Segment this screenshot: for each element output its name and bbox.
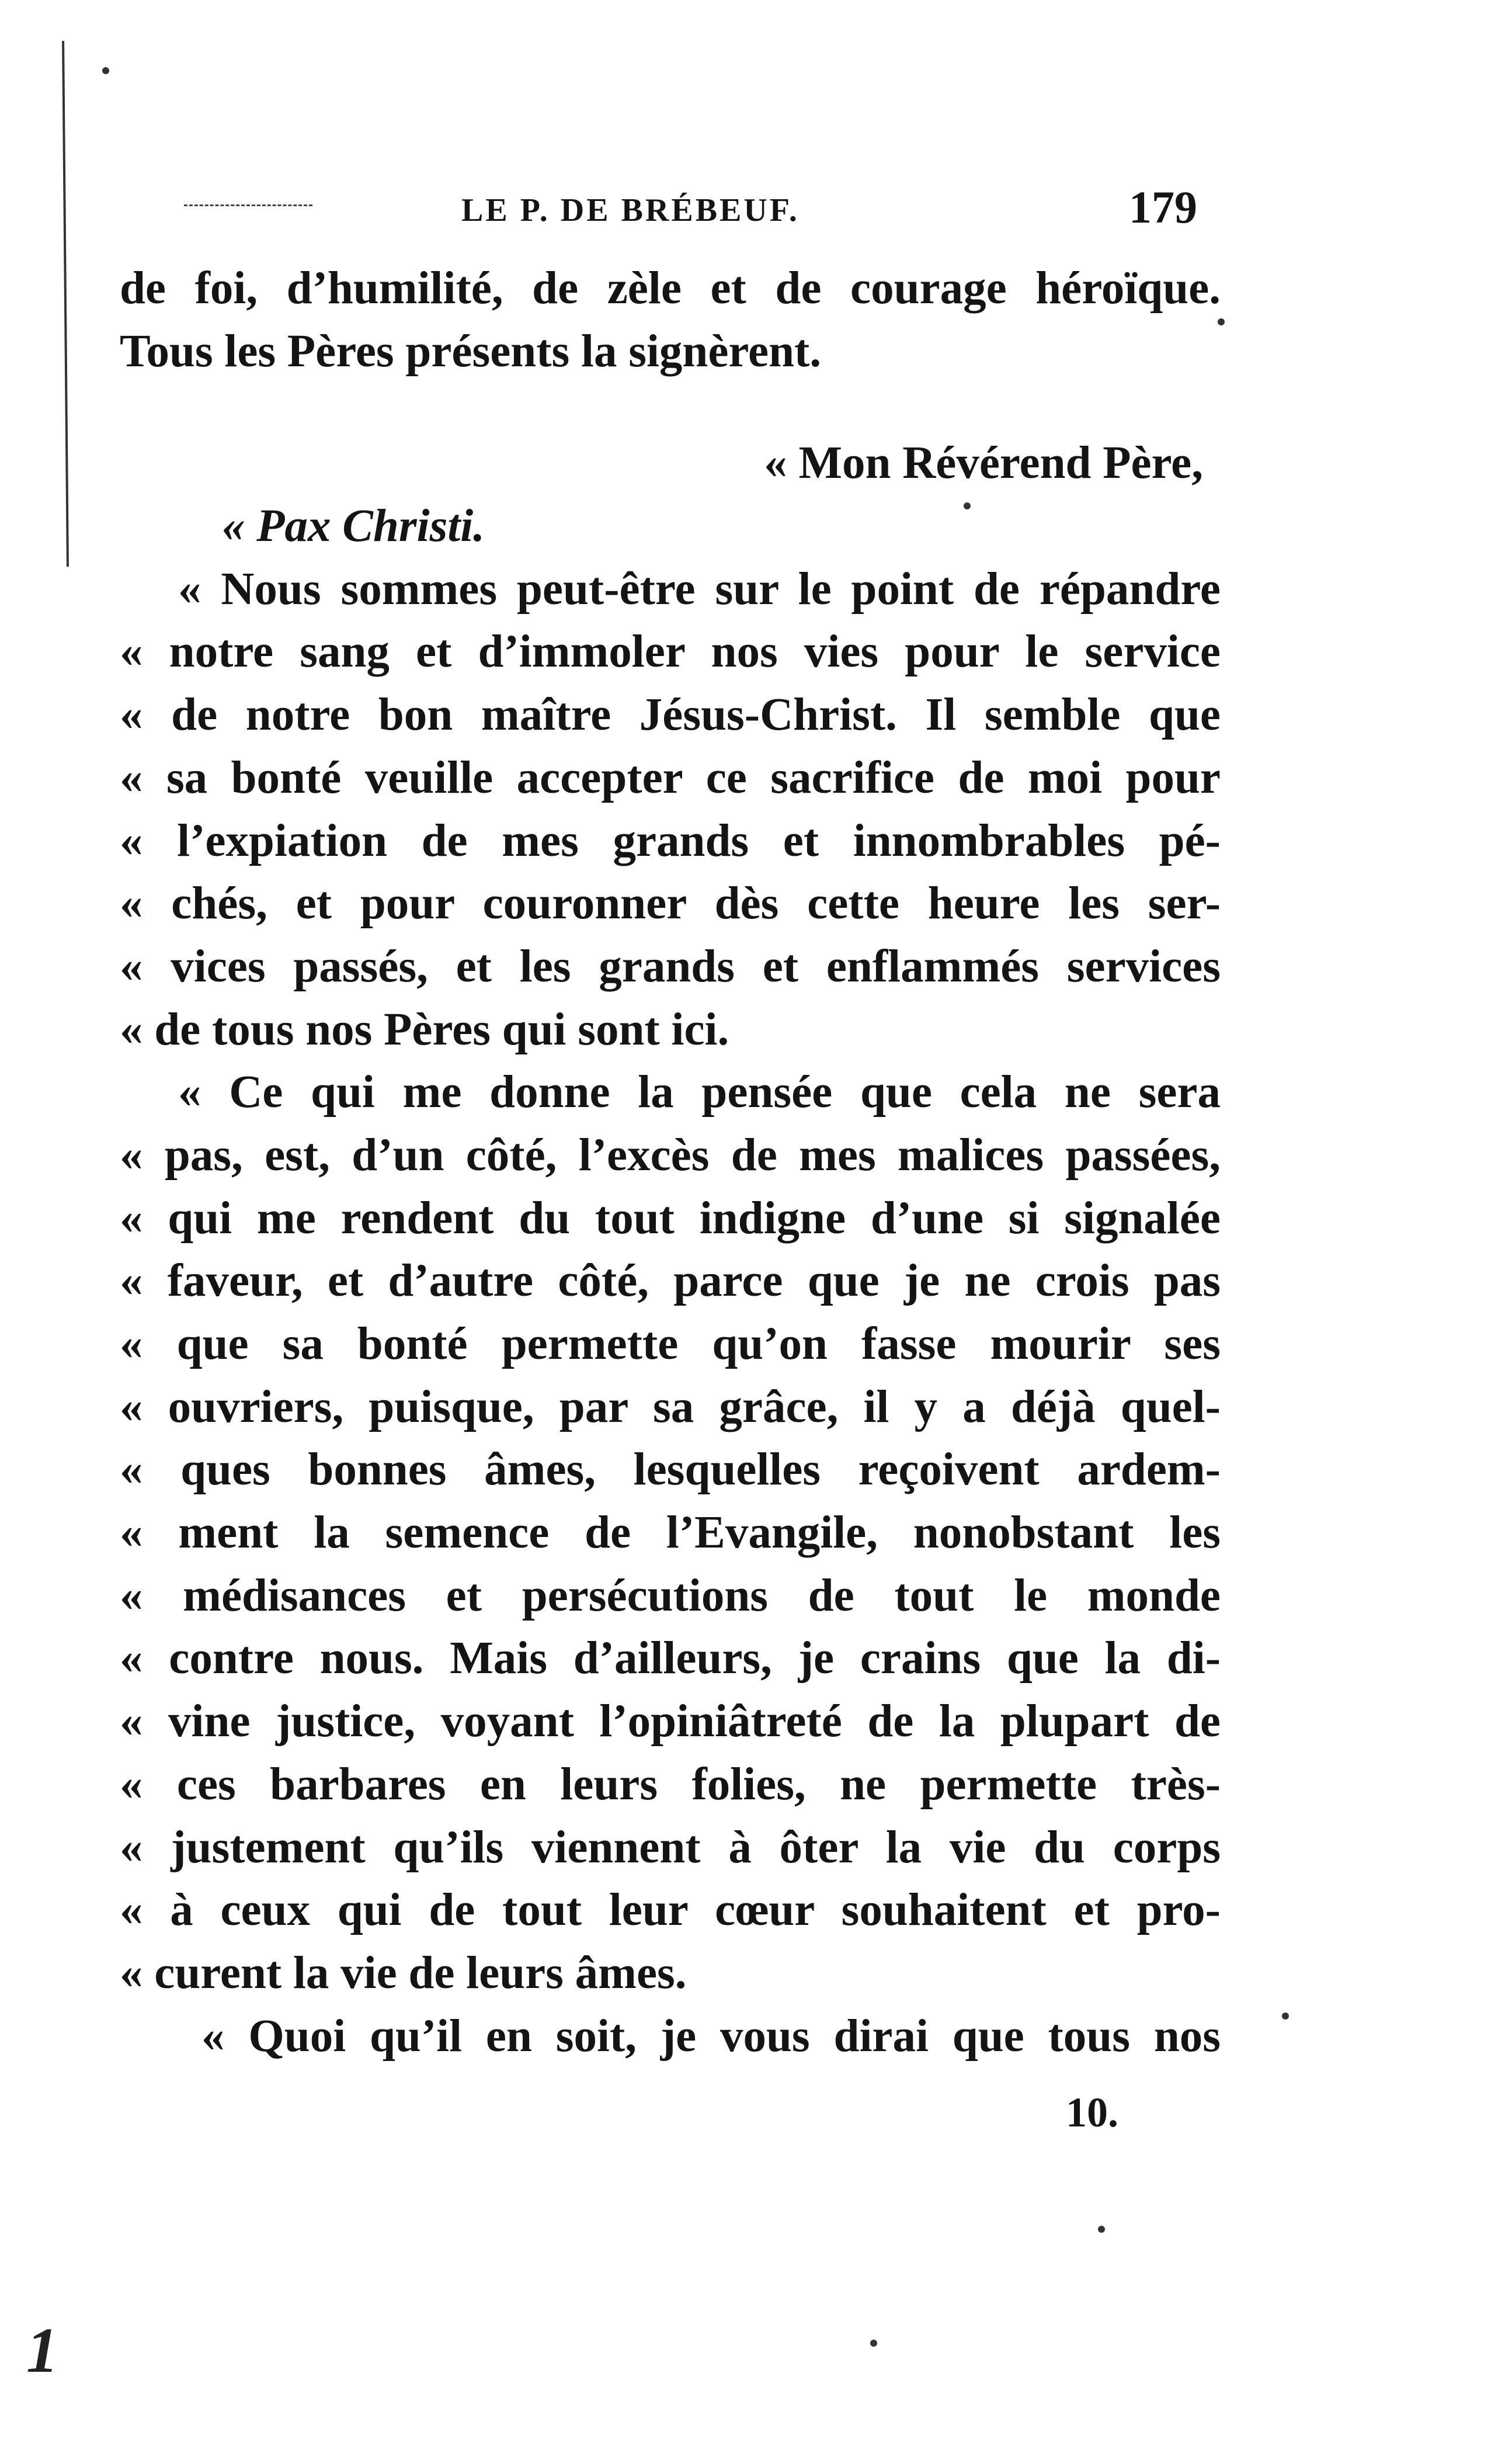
signature-mark: 10. [1066,2089,1118,2136]
text-line: « ment la semence de l’Evangile, nonobstant les [120,1507,1221,1559]
text-line: « de tous nos Pères qui sont ici. [120,1004,729,1055]
text-line: « ces barbares en leurs folies, ne permette très- [120,1758,1221,1810]
text-line: « curent la vie de leurs âmes. [120,1947,687,1999]
text-line: « qui me rendent du tout indigne d’une si signalée [120,1192,1221,1244]
ink-speck [1098,2226,1105,2233]
text-line: « chés, et pour couronner dès cette heure les ser- [120,878,1221,929]
text-line: « Nous sommes peut-être sur le point de répandre [178,563,1221,615]
running-title: LE P. DE BRÉBEUF. [461,192,800,228]
text-line: « à ceux qui de tout leur cœur souhaitent et pro- [120,1885,1221,1936]
margin-annotation: 1 [26,2315,58,2386]
text-line: « pas, est, d’un côté, l’excès de mes malices passées, [120,1129,1221,1181]
text-line: « que sa bonté permette qu’on fasse mourir ses [120,1319,1221,1369]
ink-speck [102,67,109,74]
text-line: « justement qu’ils viennent à ôter la vie du corps [120,1821,1221,1873]
text-line: « ques bonnes âmes, lesquelles reçoivent ardem- [120,1444,1221,1496]
ink-speck [1218,318,1225,325]
text-line: « notre sang et d’immoler nos vies pour le service [120,626,1221,678]
letter-salutation: « Mon Révérend Père, [764,438,1203,489]
header-ornament [184,204,312,206]
text-line: « sa bonté veuille accepter ce sacrifice de moi pour [120,752,1221,803]
text-line: « médisances et persécutions de tout le monde [120,1570,1221,1621]
page-edge-shadow [62,41,69,567]
text-line: « de notre bon maître Jésus-Christ. Il semble que [120,689,1221,741]
text-line: « ouvriers, puisque, par sa grâce, il y a déjà quel- [120,1381,1221,1432]
ink-speck [870,2340,877,2347]
text-line: Tous les Pères présents la signèrent. [120,325,822,377]
text-line: « faveur, et d’autre côté, parce que je ne crois pas [120,1255,1221,1307]
ink-speck [1282,2013,1289,2020]
text-line: « Quoi qu’il en soit, je vous dirai que tous nos [201,2010,1221,2062]
text-line: de foi, d’humilité, de zèle et de courage héroïque. [120,263,1221,314]
letter-greeting: « Pax Christi. [222,501,485,552]
text-line: « contre nous. Mais d’ailleurs, je crains que la di- [120,1633,1221,1684]
text-line: « vices passés, et les grands et enflammés services [120,941,1221,992]
running-header [175,181,1197,234]
ink-speck [964,502,971,509]
text-line: « l’expiation de mes grands et innombrables pé- [120,815,1221,866]
text-line: « vine justice, voyant l’opiniâtreté de la plupart de [120,1696,1221,1747]
page-body [120,257,1221,2067]
text-line: « Ce qui me donne la pensée que cela ne sera [178,1067,1221,1118]
page-number: 179 [1129,182,1197,233]
